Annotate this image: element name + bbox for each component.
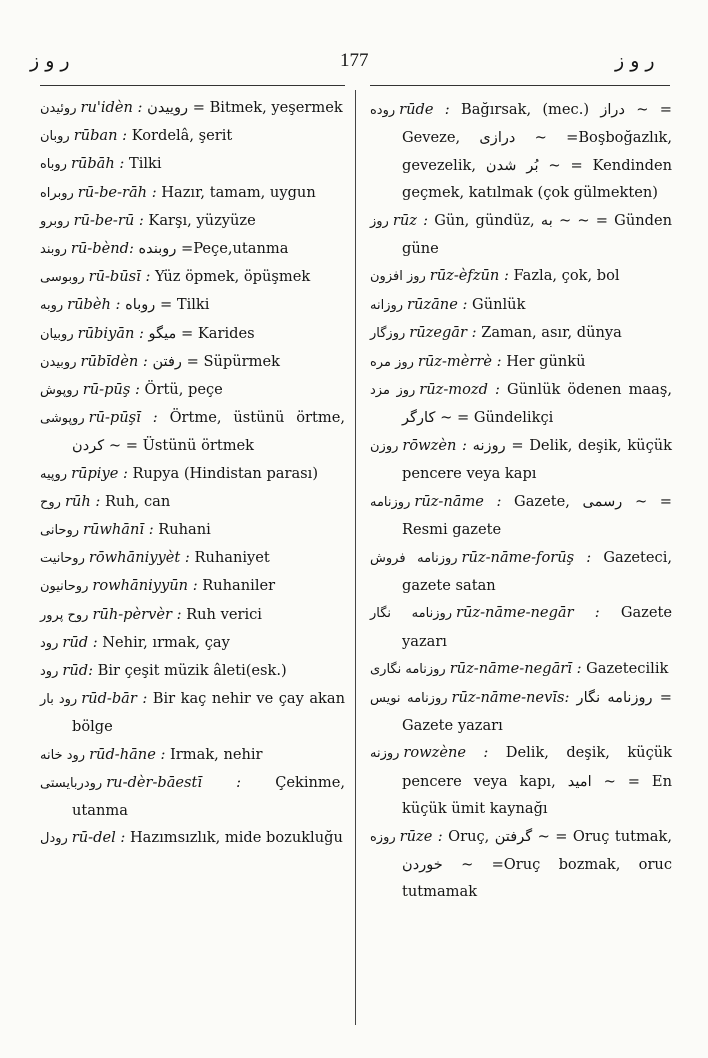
entry-definition: Kordelâ, şerit — [131, 127, 233, 145]
dictionary-entry — [370, 319, 672, 347]
header-right-guide: ر و ز — [615, 50, 655, 72]
entry-definition: Gazete, رسمی ~ = Resmi gazete — [402, 492, 672, 539]
entry-definition: Bağırsak, (mec.) دراز ~ = Geveze, درازی ~ =Boşboğazlık, gevezelik, بُر شدن ~ = Kendinden geçmek, katılmak (çok gülmekten) — [402, 101, 672, 202]
entry-transliteration: rūz-nāme-forūş : — [461, 548, 592, 566]
entry-definition: Hazımsızlık, mide bozukluğu — [129, 829, 343, 847]
column-divider — [355, 90, 356, 1025]
entry-definition: Tilki — [128, 155, 162, 173]
entry-persian-headword: روزنه — [370, 746, 400, 762]
dictionary-entry — [370, 544, 672, 600]
entry-transliteration: rūh : — [64, 492, 101, 510]
entry-definition: Ruhaniler — [202, 577, 276, 595]
entry-persian-headword: روزنامه نویس — [370, 690, 448, 706]
entry-definition: Ruhaniyet — [194, 549, 270, 567]
entry-persian-headword: روپوشی — [40, 411, 85, 427]
entry-transliteration: rūz-mozd : — [419, 381, 500, 399]
entry-definition: Karşı, yüzyüze — [148, 211, 256, 229]
entry-persian-headword: روز مزد — [370, 383, 416, 399]
entry-definition: Gazeteci, gazete satan — [402, 548, 673, 594]
entry-definition: روبنده =Peçe,utanma — [138, 240, 289, 258]
entry-transliteration: rōwzèn : — [402, 436, 467, 454]
entry-persian-headword: رود خانه — [40, 747, 86, 763]
dictionary-entry — [40, 179, 345, 207]
entry-transliteration: rūz-èfzūn : — [429, 267, 509, 285]
entry-persian-headword: روباه — [40, 157, 67, 173]
dictionary-entry — [370, 348, 672, 376]
entry-persian-headword: روح پرور — [40, 607, 89, 623]
entry-definition: Gazetecilik — [586, 660, 669, 678]
dictionary-entry — [40, 488, 345, 516]
entry-transliteration: rū-būsī : — [88, 268, 151, 286]
dictionary-entry — [40, 741, 345, 769]
entry-transliteration: rūd: — [62, 662, 93, 680]
entry-persian-headword: روبه — [40, 298, 64, 314]
entry-definition: Yüz öpmek, öpüşmek — [155, 268, 311, 286]
dictionary-entry — [40, 572, 345, 600]
entry-transliteration: rowzène : — [403, 744, 489, 762]
dictionary-entry — [40, 291, 345, 319]
entry-transliteration: rū-pūşī : — [88, 409, 158, 427]
dictionary-entry — [40, 629, 345, 657]
entry-persian-headword: روبوسی — [40, 270, 85, 286]
dictionary-entry — [40, 150, 345, 178]
dictionary-entry — [40, 94, 345, 122]
entry-definition: Nehir, ırmak, çay — [102, 633, 230, 651]
entry-transliteration: rūze : — [399, 827, 443, 845]
entry-transliteration: rōwhāniyyèt : — [88, 549, 190, 567]
entry-persian-headword: روحانیون — [40, 579, 89, 595]
entry-transliteration: rūbèh : — [67, 296, 121, 314]
entry-persian-headword: روبیدن — [40, 354, 77, 370]
entry-persian-headword: روده — [370, 103, 396, 118]
entry-persian-headword: روزانه — [370, 297, 404, 313]
entry-transliteration: ru'idèn : — [80, 99, 143, 116]
dictionary-entry — [40, 207, 345, 235]
dictionary-entry — [40, 824, 345, 852]
dictionary-entry — [40, 122, 345, 150]
entry-transliteration: rūz-nāme-negār : — [456, 604, 600, 622]
entry-transliteration: rūz-mèrrè : — [417, 352, 502, 370]
entry-persian-headword: روبند — [40, 242, 67, 258]
entry-definition: Hazır, tamam, uygun — [161, 183, 316, 201]
dictionary-entry — [40, 460, 345, 488]
dictionary-entry — [40, 348, 345, 376]
entry-persian-headword: روحانی — [40, 523, 80, 539]
dictionary-entry — [370, 739, 672, 822]
entry-definition: Bir kaç nehir ve çay akan bölge — [72, 690, 345, 736]
dictionary-entry — [40, 685, 345, 740]
dictionary-entry — [40, 516, 345, 544]
entry-definition: Ruh verici — [186, 605, 262, 623]
entry-transliteration: rūbīdèn : — [80, 352, 148, 370]
entry-transliteration: rūd : — [62, 633, 98, 651]
entry-transliteration: rūz-nāme : — [414, 492, 502, 510]
dictionary-entry — [370, 376, 672, 432]
entry-definition: Rupya (Hindistan parası) — [132, 464, 319, 482]
entry-transliteration: rū-bènd: — [70, 240, 134, 258]
entry-persian-headword: روحانیت — [40, 551, 85, 567]
entry-transliteration: rū-be-rāh : — [77, 183, 157, 201]
page-number: 177 — [340, 50, 369, 71]
entry-transliteration: rū-pūş : — [82, 381, 140, 399]
entry-transliteration: rūz-nāme-nevīs: — [451, 688, 570, 706]
entry-persian-headword: روزه — [370, 829, 396, 845]
dictionary-entry — [40, 320, 345, 348]
entry-definition: روزنامه نگار = Gazete yazarı — [402, 688, 672, 734]
entry-transliteration: rowhāniyyūn : — [92, 577, 198, 595]
header-rule-left — [40, 85, 345, 86]
entry-persian-headword: روپوش — [40, 383, 79, 399]
entry-definition: Çekinme, utanma — [72, 773, 346, 820]
entry-transliteration: rūz-nāme-negārī : — [449, 660, 582, 678]
entry-persian-headword: روزن — [370, 438, 399, 454]
dictionary-entry — [40, 404, 345, 459]
entry-persian-headword: رودربایستی — [40, 775, 103, 791]
entry-persian-headword: رود — [40, 664, 59, 680]
dictionary-entry — [40, 769, 345, 824]
entry-transliteration: ru-dèr-bāestī : — [106, 773, 242, 791]
entry-definition: میگو = Karides — [148, 324, 255, 342]
dictionary-entry — [370, 488, 672, 544]
entry-persian-headword: روح — [40, 494, 61, 510]
entry-definition: Ruhani — [158, 521, 211, 539]
entry-transliteration: rūban : — [73, 127, 128, 145]
entry-transliteration: rūwhānī : — [83, 521, 154, 539]
entry-definition: Ruh, can — [104, 492, 171, 510]
entry-persian-headword: روزنامه — [370, 494, 411, 510]
entry-definition: روییدن = Bitmek, yeşermek — [147, 99, 343, 116]
entry-persian-headword: روبان — [40, 129, 70, 145]
entry-persian-headword: روپیه — [40, 466, 68, 482]
dictionary-entry — [40, 376, 345, 404]
entry-definition: Oruç, گرفتن ~ = Oruç tutmak, خوردن ~ =Oruç bozmak, oruc tutmamak — [402, 827, 672, 901]
dictionary-entry — [370, 207, 672, 263]
entry-persian-headword: رود بار — [40, 692, 78, 708]
right-column — [370, 96, 672, 906]
dictionary-entry — [370, 655, 672, 683]
entry-definition: Her günkü — [506, 352, 586, 370]
entry-transliteration: rūzāne : — [407, 295, 468, 313]
entry-persian-headword: روبیان — [40, 326, 74, 342]
dictionary-entry — [40, 601, 345, 629]
entry-transliteration: rūzegār : — [409, 324, 477, 342]
dictionary-entry — [40, 544, 345, 572]
entry-persian-headword: رودل — [40, 831, 68, 847]
entry-transliteration: rūd-hāne : — [89, 745, 166, 763]
entry-transliteration: rūz : — [392, 211, 429, 229]
entry-definition: Irmak, nehir — [170, 745, 263, 763]
dictionary-entry — [370, 262, 672, 290]
entry-persian-headword: روزگار — [370, 326, 406, 342]
page-header — [0, 50, 708, 80]
entry-definition: Günlük ödenen maaş, کارگر ~ = Gündelikçi — [402, 381, 672, 427]
entry-definition: Örtme, üstünü örtme, کردن ~ = Üstünü örtmek — [72, 409, 346, 455]
dictionary-entry — [370, 823, 672, 906]
header-left-guide: ر و ز — [30, 50, 70, 72]
entry-transliteration: rūd-bār : — [81, 690, 148, 708]
left-column — [40, 94, 345, 852]
entry-definition: Delik, deşik, küçük pencere veya kapı, امید ~ = En küçük ümit kaynağı — [402, 744, 672, 818]
entry-persian-headword: روبراه — [40, 185, 74, 201]
entry-persian-headword: روز افزون — [370, 269, 426, 285]
entry-persian-headword: روبرو — [40, 213, 70, 229]
entry-transliteration: rūde : — [399, 101, 450, 118]
entry-definition: روزنه = Delik, deşik, küçük pencere veya kapı — [402, 436, 672, 483]
entry-definition: Fazla, çok, bol — [513, 267, 620, 285]
entry-transliteration: rūbāh : — [70, 155, 125, 173]
entry-persian-headword: روزنامه فروش — [370, 550, 458, 566]
entry-definition: Zaman, asır, dünya — [481, 324, 622, 342]
entry-persian-headword: رود — [40, 635, 59, 651]
entry-persian-headword: روز — [370, 213, 389, 229]
entry-definition: روباه = Tilki — [125, 296, 210, 314]
entry-transliteration: rū-del : — [71, 829, 126, 847]
dictionary-entry — [40, 657, 345, 685]
dictionary-entry — [370, 96, 672, 207]
dictionary-entry — [370, 599, 672, 655]
dictionary-entry — [40, 263, 345, 291]
entry-persian-headword: روز مره — [370, 354, 414, 370]
dictionary-entry — [40, 235, 345, 263]
dictionary-entry — [370, 684, 672, 740]
entry-definition: Gün, gündüz, به ~ ~ = Günden güne — [402, 211, 673, 258]
entry-definition: رفتن = Süpürmek — [152, 352, 280, 370]
dictionary-entry — [370, 291, 672, 319]
entry-transliteration: rūh-pèrvèr : — [92, 605, 182, 623]
entry-transliteration: rūpiye : — [71, 464, 128, 482]
dictionary-entry — [370, 432, 672, 488]
entry-persian-headword: روزنامه نگاری — [370, 662, 446, 678]
entry-definition: Örtü, peçe — [144, 381, 223, 399]
header-rule-right — [370, 85, 670, 86]
entry-persian-headword: روزنامه نگار — [370, 606, 453, 622]
entry-definition: Günlük — [472, 295, 526, 313]
entry-definition: Gazete yazarı — [402, 604, 672, 650]
entry-transliteration: rū-be-rū : — [73, 211, 144, 229]
entry-definition: Bir çeşit müzik âleti(esk.) — [97, 662, 287, 680]
entry-transliteration: rūbiyān : — [77, 324, 144, 342]
entry-persian-headword: روئیدن — [40, 101, 77, 116]
